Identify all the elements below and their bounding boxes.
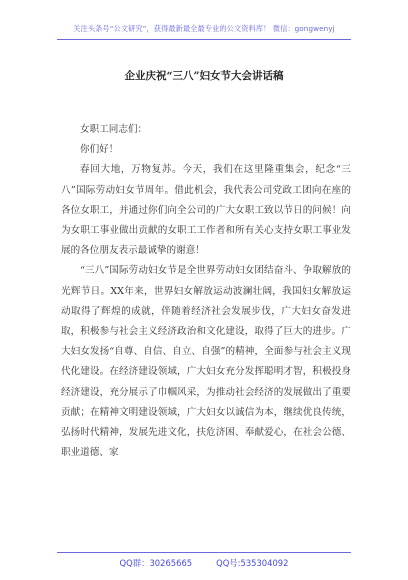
footer-contact — [0, 557, 408, 569]
header-divider — [57, 39, 351, 40]
header-notice: 关注头条号“公文研究”，获得最新最全最专业的公文资料库！ 微信：gongwenyj — [73, 24, 335, 33]
salutation: 女职工同志们： — [80, 124, 148, 135]
document-title: 企业庆祝“三八”妇女节大会讲话稿 — [124, 70, 284, 82]
document-body — [61, 120, 351, 463]
body-paragraph: 春回大地，万物复苏。今天，我们在这里隆重集会，纪念“三八”国际劳动妇女节周年。借此机会，我代表公司党政工团向在座的各位女职工，并通过你们向全公司的广大女职工致以节日的问候！向为女职工事业做出贡献的女职工工作者和所有关心支持女职工事业发展的各位朋友表示最诚挚的谢意！ — [61, 164, 351, 257]
greeting: 你们好！ — [80, 144, 119, 156]
footer-qq-group: QQ群：30265665 — [119, 558, 193, 568]
body-paragraph: “三八”国际劳动妇女节是全世界劳动妇女团结奋斗、争取解放的光辉节日。XX年来，世界妇女解放运动波澜壮阔，我国妇女解放运动取得了辉煌的成就，伴随着经济社会发展步伐，广大妇女奋发进取，积极参与社会主义经济政治和文化建设，取得了巨大的进步。广大妇女发扬“自尊、自信、自立、自强”的精神，全面参与社会主义现代化建设。在经济建设领域，广大妇女充分发挥聪明才智，积极投身经济建设，充分展示了巾帼风采，为推动社会经济的发展做出了重要贡献；在精神文明建设领域，广大妇女以诚信为本，继续优良传统，弘扬时代精神，发展先进文化，扶危济困、奉献爱心，在社会公德、职业道德、家 — [61, 265, 351, 459]
footer-divider — [57, 552, 351, 553]
footer-qq: QQ号:535304092 — [216, 558, 289, 568]
